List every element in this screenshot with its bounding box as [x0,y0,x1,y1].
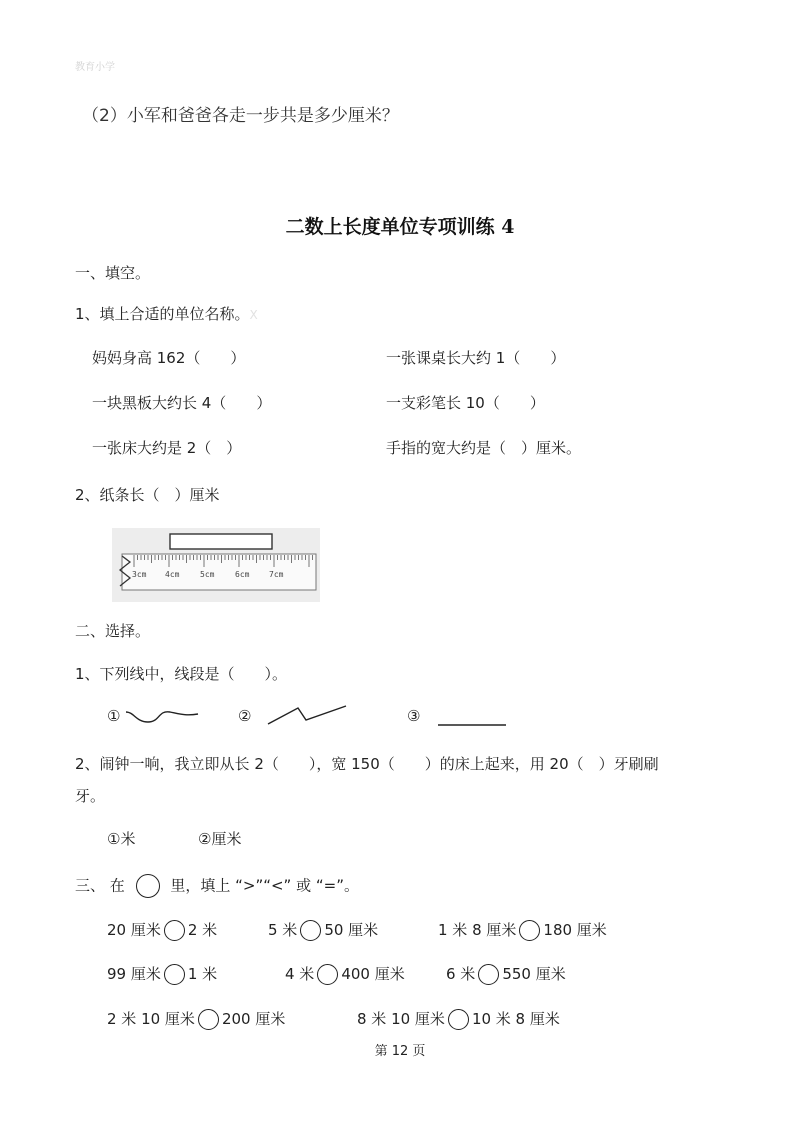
compare-left: 99 厘米 [107,965,161,983]
watermark: 教育小学 [75,62,115,73]
answer-circle[interactable] [478,964,499,985]
ruler-label-7cm: 7cm [269,570,284,579]
page-number: 第 12 页 [374,1044,426,1059]
fill-item-1: 妈妈身高 162（ ） [92,349,246,367]
section2-q2-line2: 牙。 [75,787,106,805]
answer-circle[interactable] [198,1009,219,1030]
ruler-figure [112,528,320,602]
answer-circle[interactable] [519,920,540,941]
answer-circle[interactable] [448,1009,469,1030]
compare-right: 2 米 [187,921,218,939]
answer-circle[interactable] [164,964,185,985]
curved-line-figure [124,702,204,726]
part2-question: （2）小军和爸爸各走一步共是多少厘米？ [82,106,399,126]
compare-5 [285,963,405,985]
line-segment-figure [436,716,508,728]
compare-left: 6 米 [446,965,476,983]
fill-item-4: 一支彩笔长 10（ ） [386,394,545,412]
compare-8 [357,1008,560,1030]
ruler-label-4cm: 4cm [165,570,180,579]
page-title: 二数上长度单位专项训练 4 [285,216,515,238]
fill-item-3: 一块黑板大约长 4（ ） [92,394,272,412]
compare-7 [107,1008,285,1030]
compare-right: 550 厘米 [502,965,566,983]
compare-1 [107,919,217,941]
section1-q1 [75,303,258,324]
section2-heading: 二、选择。 [75,622,151,640]
option-3-number: ③ [407,707,421,725]
compare-2 [268,919,378,941]
section2-q1: 1、下列线中，线段是（ ）。 [75,665,288,683]
ruler-label-5cm: 5cm [200,570,215,579]
option-2-number: ② [238,707,252,725]
zigzag-line-figure [266,702,348,728]
choice-meter: ①米 [107,830,136,848]
fill-item-2: 一张课桌长大约 1（ ） [386,349,566,367]
ruler-label-3cm: 3cm [132,570,147,579]
answer-circle-example [136,874,160,898]
section3-heading-prefix: 三、 在 [75,876,125,895]
compare-right: 1 米 [187,965,218,983]
fill-item-6: 手指的宽大约是（ ）厘米。 [386,439,582,457]
compare-left: 2 米 10 厘米 [107,1010,195,1028]
q1-label: 1、填上合适的单位名称。 [75,305,250,323]
ruler-label-6cm: 6cm [235,570,250,579]
compare-left: 4 米 [285,965,315,983]
fill-item-5: 一张床大约是 2（ ） [92,439,242,457]
paper-strip [170,534,272,549]
compare-4 [107,963,217,985]
choice-centimeter: ②厘米 [198,830,242,848]
compare-3 [438,919,607,941]
section1-heading: 一、填空。 [75,264,151,282]
compare-right: 400 厘米 [341,965,405,983]
compare-left: 1 米 8 厘米 [438,921,517,939]
faint-mark: X [249,308,258,322]
answer-circle[interactable] [317,964,338,985]
compare-6 [446,963,566,985]
section2-q2-line1: 2、闹钟一响，我立即从长 2（ ），宽 150（ ）的床上起来，用 20（ ）牙刷刷 [75,755,659,773]
section3-heading-suffix: 里，填上 “>”“<” 或 “=”。 [170,876,359,895]
section3-heading [75,874,359,898]
compare-right: 180 厘米 [543,921,607,939]
compare-left: 8 米 10 厘米 [357,1010,445,1028]
compare-left: 20 厘米 [107,921,161,939]
compare-right: 200 厘米 [221,1010,286,1028]
compare-left: 5 米 [268,921,298,939]
section1-q2: 2、纸条长（ ）厘米 [75,486,220,504]
compare-right: 10 米 8 厘米 [471,1010,560,1028]
compare-right: 50 厘米 [324,921,379,939]
answer-circle[interactable] [164,920,185,941]
answer-circle[interactable] [300,920,321,941]
option-1-number: ① [107,707,121,725]
